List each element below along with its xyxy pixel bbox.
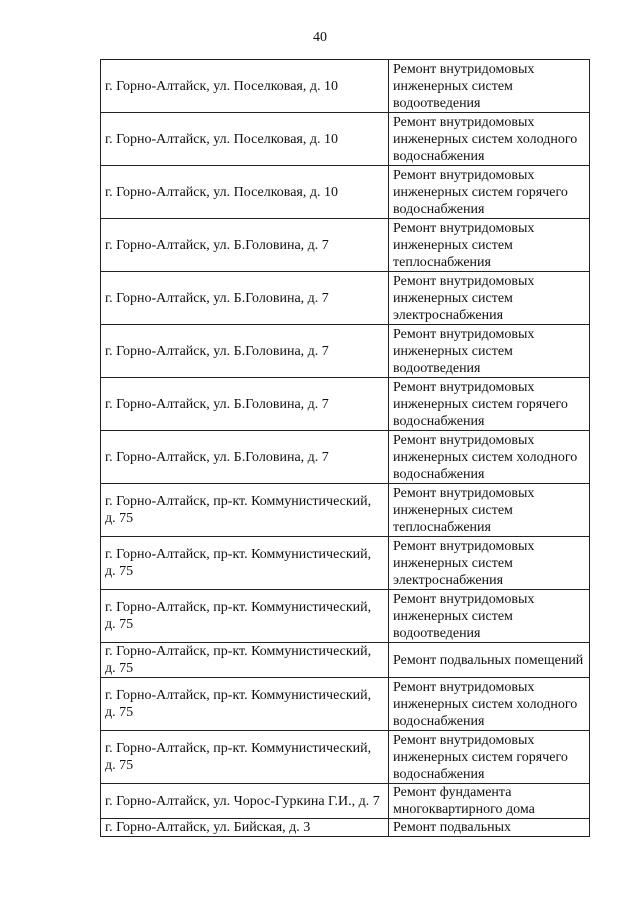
address-cell: г. Горно-Алтайск, ул. Б.Головина, д. 7 — [101, 378, 389, 431]
work-cell: Ремонт внутридомовых инженерных систем водоотведения — [389, 60, 590, 113]
work-cell: Ремонт внутридомовых инженерных систем холодного водоснабжения — [389, 113, 590, 166]
table-row — [101, 819, 590, 837]
address-cell: г. Горно-Алтайск, пр-кт. Коммунистический, д. 75 — [101, 731, 389, 784]
table-row — [101, 166, 590, 219]
table-row — [101, 219, 590, 272]
address-cell: г. Горно-Алтайск, ул. Поселковая, д. 10 — [101, 166, 389, 219]
address-cell: г. Горно-Алтайск, ул. Поселковая, д. 10 — [101, 113, 389, 166]
address-cell: г. Горно-Алтайск, ул. Поселковая, д. 10 — [101, 60, 389, 113]
table-row — [101, 378, 590, 431]
work-cell: Ремонт внутридомовых инженерных систем горячего водоснабжения — [389, 731, 590, 784]
table-row — [101, 431, 590, 484]
table-row — [101, 272, 590, 325]
address-cell: г. Горно-Алтайск, пр-кт. Коммунистический, д. 75 — [101, 590, 389, 643]
work-cell: Ремонт внутридомовых инженерных систем водоотведения — [389, 325, 590, 378]
table-row — [101, 537, 590, 590]
table-row — [101, 590, 590, 643]
address-cell: г. Горно-Алтайск, ул. Б.Головина, д. 7 — [101, 325, 389, 378]
work-cell: Ремонт внутридомовых инженерных систем горячего водоснабжения — [389, 166, 590, 219]
address-cell: г. Горно-Алтайск, ул. Б.Головина, д. 7 — [101, 272, 389, 325]
table-row — [101, 113, 590, 166]
works-table — [100, 59, 590, 837]
address-cell: г. Горно-Алтайск, ул. Б.Головина, д. 7 — [101, 219, 389, 272]
address-cell: г. Горно-Алтайск, ул. Бийская, д. 3 — [101, 819, 389, 837]
table-row — [101, 731, 590, 784]
work-cell: Ремонт внутридомовых инженерных систем электроснабжения — [389, 537, 590, 590]
address-cell: г. Горно-Алтайск, пр-кт. Коммунистический, д. 75 — [101, 537, 389, 590]
work-cell: Ремонт внутридомовых инженерных систем водоотведения — [389, 590, 590, 643]
page-number: 40 — [313, 30, 327, 45]
work-cell: Ремонт внутридомовых инженерных систем холодного водоснабжения — [389, 431, 590, 484]
work-cell: Ремонт внутридомовых инженерных систем электроснабжения — [389, 272, 590, 325]
work-cell: Ремонт внутридомовых инженерных систем теплоснабжения — [389, 484, 590, 537]
address-cell: г. Горно-Алтайск, ул. Чорос-Гуркина Г.И., д. 7 — [101, 784, 389, 819]
address-cell: г. Горно-Алтайск, пр-кт. Коммунистический, д. 75 — [101, 484, 389, 537]
address-cell: г. Горно-Алтайск, ул. Б.Головина, д. 7 — [101, 431, 389, 484]
table-row — [101, 784, 590, 819]
table-row — [101, 484, 590, 537]
table-row — [101, 325, 590, 378]
work-cell: Ремонт подвальных — [389, 819, 590, 837]
work-cell: Ремонт внутридомовых инженерных систем горячего водоснабжения — [389, 378, 590, 431]
address-cell: г. Горно-Алтайск, пр-кт. Коммунистический, д. 75 — [101, 678, 389, 731]
table-row — [101, 643, 590, 678]
work-cell: Ремонт подвальных помещений — [389, 643, 590, 678]
work-cell: Ремонт внутридомовых инженерных систем теплоснабжения — [389, 219, 590, 272]
work-cell: Ремонт внутридомовых инженерных систем холодного водоснабжения — [389, 678, 590, 731]
table-row — [101, 60, 590, 113]
address-cell: г. Горно-Алтайск, пр-кт. Коммунистический, д. 75 — [101, 643, 389, 678]
table-row — [101, 678, 590, 731]
work-cell: Ремонт фундамента многоквартирного дома — [389, 784, 590, 819]
